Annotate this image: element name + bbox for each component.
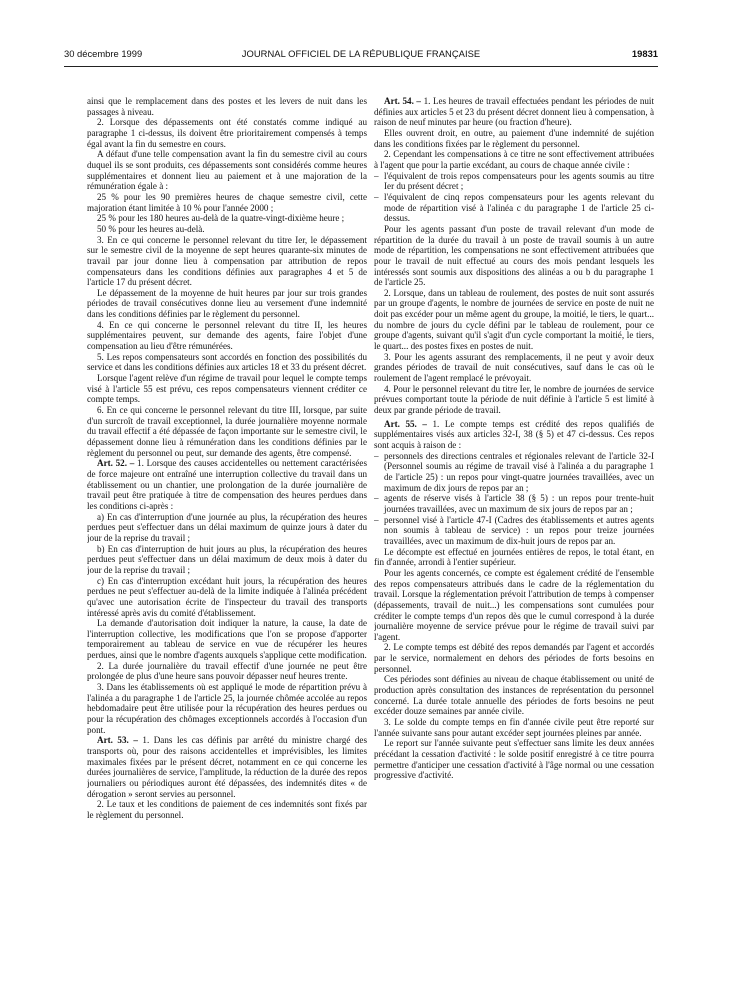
- paragraph: 2. Lorsque, dans un tableau de roulement, des postes de nuit sont assurés par un groupe d'agents, le nombre de journées de service en poste de nuit ne doit pas excéder pour un même agent du groupe, la moitié, le tiers, le quart... du nombre de jours du cycle défini par le tableau de roulement, pour ce groupe d'agents, suivant qu'il s'agit d'un cycle comportant la moitié, le tiers, le quart... des postes fixes en postes de nuit.: [374, 287, 654, 352]
- page-header: [64, 48, 658, 64]
- paragraph: Le décompte est effectué en journées entières de repos, le total étant, en fin d'année, arrondi à l'entier supérieur.: [374, 546, 654, 568]
- paragraph: 25 % pour les 180 heures au-delà de la quatre-vingt-dixième heure ;: [97, 213, 345, 224]
- article-label: Art. 54. –: [384, 96, 421, 106]
- paragraph: 4. En ce qui concerne le personnel relevant du titre II, les heures supplémentaires peuvent, sur demande des agents, faire l'objet d'une compensation au lieu d'être rémunérées.: [87, 319, 367, 352]
- article-text: 1. Les heures de travail effectuées pendant les périodes de nuit définies aux articles 5 et 23 du présent décret donnent lieu à compensation, à raison de neuf minutes par heure (ou fraction d'heure).: [374, 96, 654, 128]
- paragraph: 2. Le taux et les conditions de paiement de ces indemnités sont fixés par le règlement du personnel.: [87, 799, 367, 820]
- list-item: – l'équivalent de cinq repos compensateurs pour les agents relevant du mode de répartition visé à l'alinéa c du paragraphe 1 de l'article 25 ci-dessus.: [374, 192, 654, 224]
- paragraph: 5. Les repos compensateurs sont accordés en fonction des possibilités du service et dans les conditions définies aux articles 18 et 33 du présent décret.: [87, 351, 367, 373]
- paragraph: 6. En ce qui concerne le personnel relevant du titre III, lorsque, par suite d'un surcroît de travail exceptionnel, la durée journalière moyenne normale du travail effectif a été dépassée de façon importante sur le semestre civil, le dépassement donne lieu à rémunération dans les conditions définies par le règlement du personnel ou peut, sur demande des agents, être compensé.: [87, 405, 367, 458]
- paragraph: Ces périodes sont définies au niveau de chaque établissement ou unité de production après consultation des instances de représentation du personnel concerné. La durée totale annuelle des périodes de forts besoins ne peut excéder douze semaines par année civile.: [374, 674, 654, 717]
- paragraph: La demande d'autorisation doit indiquer la nature, la cause, la date de l'interruption collective, les modifications que l'on se propose d'apporter temporairement au tableau de service en vue de récupérer les heures perdues, ainsi que le nombre d'agents auxquels s'applique cette modification.: [87, 618, 367, 661]
- paragraph: 3. Dans les établissements où est appliqué le mode de répartition prévu à l'alinéa a du paragraphe 1 de l'article 25, la journée chômée accolée au repos hebdomadaire peut être utilisée pour la récupération des heures perdues ou pour la récupération des chômages exceptionnels accordés à l'occasion d'un pont.: [87, 682, 367, 735]
- article-text: 1. Dans les cas définis par arrêté du ministre chargé des transports où, pour des raisons accidentelles et imprévisibles, les limites maximales fixées par le présent décret, notamment en ce qui concerne les durées journalières de service, l'amplitude, la réduction de la durée des repos journaliers ou périodiques auront été dépassées, des indemnités dites « de dérogation » seront servies au personnel.: [87, 735, 367, 799]
- article-label: Art. 52. –: [97, 458, 135, 469]
- paragraph: Pour les agents passant d'un poste de travail relevant d'un mode de répartition de la durée du travail à un poste de travail soumis à un autre mode de répartition, les compensations ne sont effectivement attribuées que pour le travail de nuit effectué au cours des mois pendant lesquels les intéressés sont soumis aux dispositions des alinéas a ou b du paragraphe 1 de l'article 25.: [374, 223, 654, 288]
- header-title: JOURNAL OFFICIEL DE LA RÉPUBLIQUE FRANÇAISE: [241, 48, 481, 59]
- header-page-number: 19831: [631, 48, 658, 59]
- list-item: – personnel visé à l'article 47-I (Cadres des établissements et autres agents non soumis à tableau de service) : un repos pour treize journées travaillées, avec un maximum de dix-huit jours de repos par an.: [374, 515, 654, 547]
- list-item: – l'équivalent de trois repos compensateurs pour les agents soumis au titre Ier du présent décret ;: [374, 171, 654, 192]
- article-paragraph: [374, 96, 654, 128]
- paragraph: Lorsque l'agent relève d'un régime de travail pour lequel le compte temps visé à l'article 55 est prévu, ces repos compensateurs viennent créditer ce compte temps.: [87, 373, 367, 405]
- right-column: [374, 96, 654, 976]
- paragraph: 2. Cependant les compensations à ce titre ne sont effectivement attribuées à l'agent que pour la partie excédant, au cours de chaque année civile :: [374, 149, 654, 170]
- bullet-list: [374, 171, 654, 224]
- paragraph: 50 % pour les heures au-delà.: [97, 223, 205, 234]
- article-paragraph: [87, 735, 367, 799]
- article-label: Art. 55. –: [384, 418, 427, 429]
- bullet-list: [374, 451, 654, 547]
- article-text: 1. Le compte temps est crédité des repos qualifiés de supplémentaires visés aux articles 32-I, 38 (§ 5) et 47 ci-dessus. Ces repos sont acquis à raison de :: [374, 418, 654, 450]
- left-column: [87, 96, 367, 976]
- article-text: 1. Lorsque des causes accidentelles ou nettement caractérisées de force majeure ont entraîné une interruption collective du travail dans un établissement ou un chantier, une prolongation de la durée journalière de travail peut être pratiquée à titre de compensation des heures perdues dans les conditions ci-après :: [87, 458, 367, 511]
- paragraph: 3. En ce qui concerne le personnel relevant du titre Ier, le dépassement sur le semestre civil de la moyenne de sept heures quarante-six minutes de travail par jour donne lieu à compensation par attribution de repos compensateurs dans les conditions définies aux paragraphes 4 et 5 de l'article 17 du présent décret.: [87, 234, 367, 288]
- header-rule: [64, 66, 658, 67]
- article-paragraph: [87, 458, 367, 511]
- paragraph: Le report sur l'année suivante peut s'effectuer sans limite les deux années précédant la cessation d'activité : le solde positif enregistré à ce titre pourra permettre d'anticiper une cessation d'activité à l'âge normal ou une cessation progressive d'activité.: [374, 738, 654, 781]
- paragraph: Le dépassement de la moyenne de huit heures par jour sur trois grandes périodes de travail consécutives donne lieu au versement d'une indemnité dans les conditions définies par le règlement du personnel.: [87, 287, 367, 320]
- paragraph: 2. Le compte temps est débité des repos demandés par l'agent et accordés par le service, normalement en dehors des périodes de forts besoins en personnel.: [374, 642, 654, 674]
- paragraph: A défaut d'une telle compensation avant la fin du semestre civil au cours duquel ils se sont produits, ces dépassements sont considérés comme heures supplémentaires et donnent lieu au paiement et à une majoration de la rémunération égale à :: [87, 149, 367, 192]
- paragraph: 2. Lorsque des dépassements ont été constatés comme indiqué au paragraphe 1 ci-dessus, ils doivent être prioritairement compensés à temps égal avant la fin du semestre en cours.: [87, 117, 367, 149]
- paragraph: c) En cas d'interruption excédant huit jours, la récupération des heures perdues ne peut s'effectuer au-delà de la limite indiquée à l'alinéa précédent qu'avec une autorisation écrite de l'inspecteur du travail des transports intéressé après avis du comité d'établissement.: [87, 575, 367, 618]
- paragraph: ainsi que le remplacement dans des postes et les levers de nuit dans les passages à niveau.: [87, 96, 367, 117]
- list-item: – personnels des directions centrales et régionales relevant de l'article 32-I (Personnel soumis au régime de travail visé à l'alinéa a du paragraphe 1 de l'article 25) : un repos pour vingt-quatre journées travaillées, avec un maximum de dix jours de repos par an ;: [374, 451, 654, 494]
- paragraph: 3. Le solde du compte temps en fin d'année civile peut être reporté sur l'année suivante sans pour autant excéder sept journées pleines par année.: [374, 717, 654, 738]
- article-label: Art. 53. –: [97, 735, 138, 746]
- paragraph: Elles ouvrent droit, en outre, au paiement d'une indemnité de sujétion dans les conditions fixées par le règlement du personnel.: [374, 127, 654, 149]
- paragraph: b) En cas d'interruption de huit jours au plus, la récupération des heures perdues peut s'effectuer dans un délai maximum de deux mois à dater du jour de la reprise du travail ;: [87, 543, 367, 575]
- header-date: 30 décembre 1999: [64, 48, 143, 59]
- paragraph: Pour les agents concernés, ce compte est également crédité de l'ensemble des repos compensateurs attribués dans le cadre de la réglementation du travail. Lorsque la réglementation prévoit l'attribution de temps à compenser (dépassements, travail de nuit...) les compensations sont cumulées pour créditer le compte temps d'un repos dès que le cumul correspond à la durée journalière moyenne de service prévue pour le régime de travail suivi par l'agent.: [374, 567, 654, 642]
- paragraph: 2. La durée journalière du travail effectif d'une journée ne peut être prolongée de plus d'une heure sans pouvoir dépasser neuf heures trente.: [87, 660, 367, 682]
- paragraph: 25 % pour les 90 premières heures de chaque semestre civil, cette majoration étant limitée à 10 % pour l'année 2000 ;: [87, 191, 367, 213]
- paragraph: 3. Pour les agents assurant des remplacements, il ne peut y avoir deux grandes périodes de travail de nuit consécutives, sauf dans le cas où le roulement de l'agent remplacé le prévoyait.: [374, 351, 654, 384]
- paragraph: 4. Pour le personnel relevant du titre Ier, le nombre de journées de service prévues comportant toute la période de nuit définie à l'article 5 est limité à deux par grande période de travail.: [374, 383, 654, 416]
- article-paragraph: [374, 419, 654, 451]
- paragraph: a) En cas d'interruption d'une journée au plus, la récupération des heures perdues peut s'effectuer dans un délai maximum de quinze jours à dater du jour de la reprise du travail ;: [87, 511, 367, 543]
- list-item: – agents de réserve visés à l'article 38 (§ 5) : un repos pour trente-huit journées travaillées, avec un maximum de six jours de repos par an ;: [374, 493, 654, 514]
